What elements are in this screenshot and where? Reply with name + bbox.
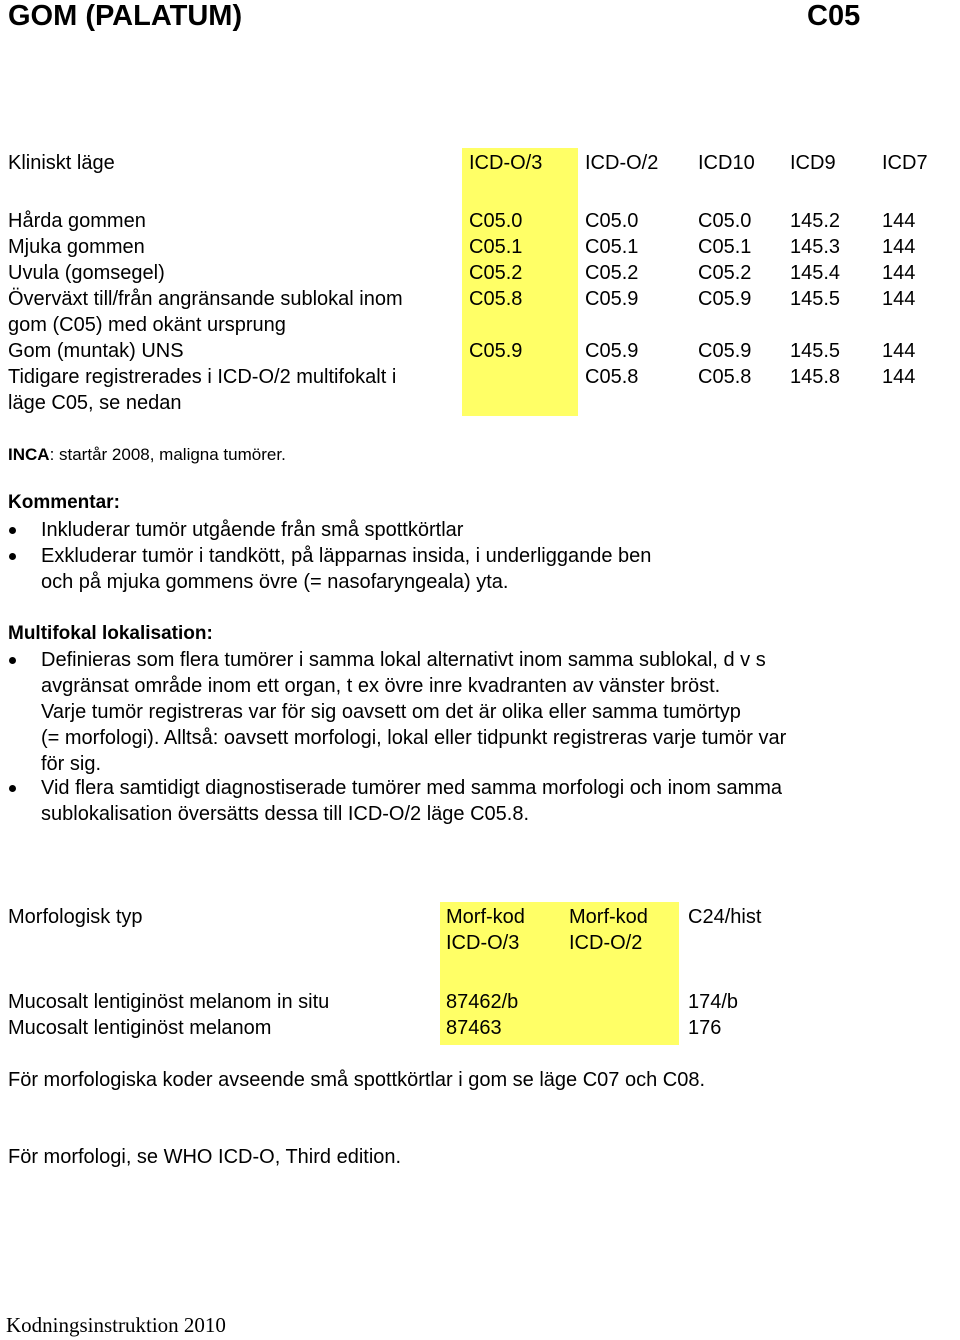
multifokal-item-cont: (= morfologi). Alltså: oavsett morfologi, lokal eller tidpunkt registreras varje tumör var <box>41 727 787 749</box>
bullet-icon <box>9 785 16 792</box>
table-cell-icd7: 144 <box>882 262 916 284</box>
table-cell-c24: 174/b <box>688 991 739 1013</box>
table-row-label: Mucosalt lentiginöst melanom in situ <box>8 991 330 1013</box>
table-cell-icdo3: C05.2 <box>469 262 523 284</box>
table-cell-icdo3: C05.0 <box>469 210 523 232</box>
table-cell-icd10: C05.8 <box>698 366 752 388</box>
table-row-label-cont: läge C05, se nedan <box>8 392 182 414</box>
multifokal-item-cont: för sig. <box>41 753 102 775</box>
multifokal-item: Vid flera samtidigt diagnostiserade tumörer med samma morfologi och inom samma <box>41 777 783 799</box>
table-cell-icdo2: C05.8 <box>585 366 639 388</box>
table-cell-icd10: C05.9 <box>698 288 752 310</box>
table-cell-icd9: 145.2 <box>790 210 841 232</box>
column-header-morf-icdo3: Morf-kod <box>446 906 525 928</box>
inca-text: : startår 2008, maligna tumörer. <box>49 445 286 464</box>
table-row-label: Hårda gommen <box>8 210 146 232</box>
multifokal-item-cont: sublokalisation översätts dessa till ICD-O/2 läge C05.8. <box>41 803 530 825</box>
table-cell-icdo2: C05.1 <box>585 236 639 258</box>
table-cell-icd10: C05.1 <box>698 236 752 258</box>
multifokal-item-cont: Varje tumör registreras var för sig oavsett om det är olika eller samma tumörtyp <box>41 701 741 723</box>
bullet-icon <box>9 527 16 534</box>
kommentar-item-cont: och på mjuka gommens övre (= nasofaryngeala) yta. <box>41 571 509 593</box>
table-cell-icdo2: C05.9 <box>585 340 639 362</box>
kommentar-item: Exkluderar tumör i tandkött, på läpparnas insida, i underliggande ben <box>41 545 652 567</box>
table-row-label: Tidigare registrerades i ICD-O/2 multifokalt i <box>8 366 397 388</box>
note-spottkortlar: För morfologiska koder avseende små spottkörtlar i gom se läge C07 och C08. <box>8 1069 706 1091</box>
kommentar-heading: Kommentar: <box>8 492 120 513</box>
table-cell-icd7: 144 <box>882 210 916 232</box>
table-cell-icd9: 145.4 <box>790 262 841 284</box>
page-title: GOM (PALATUM) <box>8 0 243 32</box>
table-cell-icdo3: C05.9 <box>469 340 523 362</box>
table-row-label: Mjuka gommen <box>8 236 145 258</box>
table-cell-icdo3: C05.8 <box>469 288 523 310</box>
column-header-kliniskt-lage: Kliniskt läge <box>8 152 115 174</box>
table-cell-icd7: 144 <box>882 288 916 310</box>
inca-label: INCA <box>8 445 50 464</box>
table-cell-icd7: 144 <box>882 340 916 362</box>
table-row-label-cont: gom (C05) med okänt ursprung <box>8 314 286 336</box>
bullet-icon <box>9 553 16 560</box>
table-row-label: Gom (muntak) UNS <box>8 340 184 362</box>
column-header-icd7: ICD7 <box>882 152 928 174</box>
column-header-icdo3: ICD-O/3 <box>469 152 543 174</box>
table-cell-icd9: 145.3 <box>790 236 841 258</box>
table-cell-icd9: 145.5 <box>790 288 841 310</box>
table-cell-icdo2: C05.9 <box>585 288 639 310</box>
table-cell-icd7: 144 <box>882 236 916 258</box>
table-cell-morf-icdo3: 87463 <box>446 1017 502 1039</box>
table-cell-icd9: 145.8 <box>790 366 841 388</box>
footer: Kodningsinstruktion 2010 <box>6 1313 226 1337</box>
table-row-label: Mucosalt lentiginöst melanom <box>8 1017 272 1039</box>
table-cell-icd7: 144 <box>882 366 916 388</box>
table-cell-c24: 176 <box>688 1017 722 1039</box>
table-cell-icdo2: C05.0 <box>585 210 639 232</box>
multifokal-item: Definieras som flera tumörer i samma lokal alternativt inom samma sublokal, d v s <box>41 649 766 671</box>
column-header-icd10: ICD10 <box>698 152 755 174</box>
table-cell-icd10: C05.0 <box>698 210 752 232</box>
table-row-label: Uvula (gomsegel) <box>8 262 165 284</box>
kommentar-item: Inkluderar tumör utgående från små spottkörtlar <box>41 519 464 541</box>
column-header-icd9: ICD9 <box>790 152 836 174</box>
column-header-morf-icdo2-sub: ICD-O/2 <box>569 932 643 954</box>
column-header-morfologisk-typ: Morfologisk typ <box>8 906 143 928</box>
page-code: C05 <box>807 0 861 32</box>
note-who-icdo: För morfologi, se WHO ICD-O, Third edition. <box>8 1146 402 1168</box>
inca-note <box>8 444 286 466</box>
table-cell-icdo2: C05.2 <box>585 262 639 284</box>
table-row-label: Överväxt till/från angränsande sublokal inom <box>8 288 403 310</box>
table-cell-icd10: C05.9 <box>698 340 752 362</box>
column-header-icdo2: ICD-O/2 <box>585 152 659 174</box>
multifokal-item-cont: avgränsat område inom ett organ, t ex övre inre kvadranten av vänster bröst. <box>41 675 721 697</box>
table-cell-icd10: C05.2 <box>698 262 752 284</box>
bullet-icon <box>9 657 16 664</box>
table-cell-icdo3: C05.1 <box>469 236 523 258</box>
column-header-morf-icdo3-sub: ICD-O/3 <box>446 932 520 954</box>
table-cell-icd9: 145.5 <box>790 340 841 362</box>
table-cell-morf-icdo3: 87462/b <box>446 991 519 1013</box>
column-header-morf-icdo2: Morf-kod <box>569 906 648 928</box>
multifokal-heading: Multifokal lokalisation: <box>8 623 213 644</box>
column-header-c24: C24/hist <box>688 906 762 928</box>
